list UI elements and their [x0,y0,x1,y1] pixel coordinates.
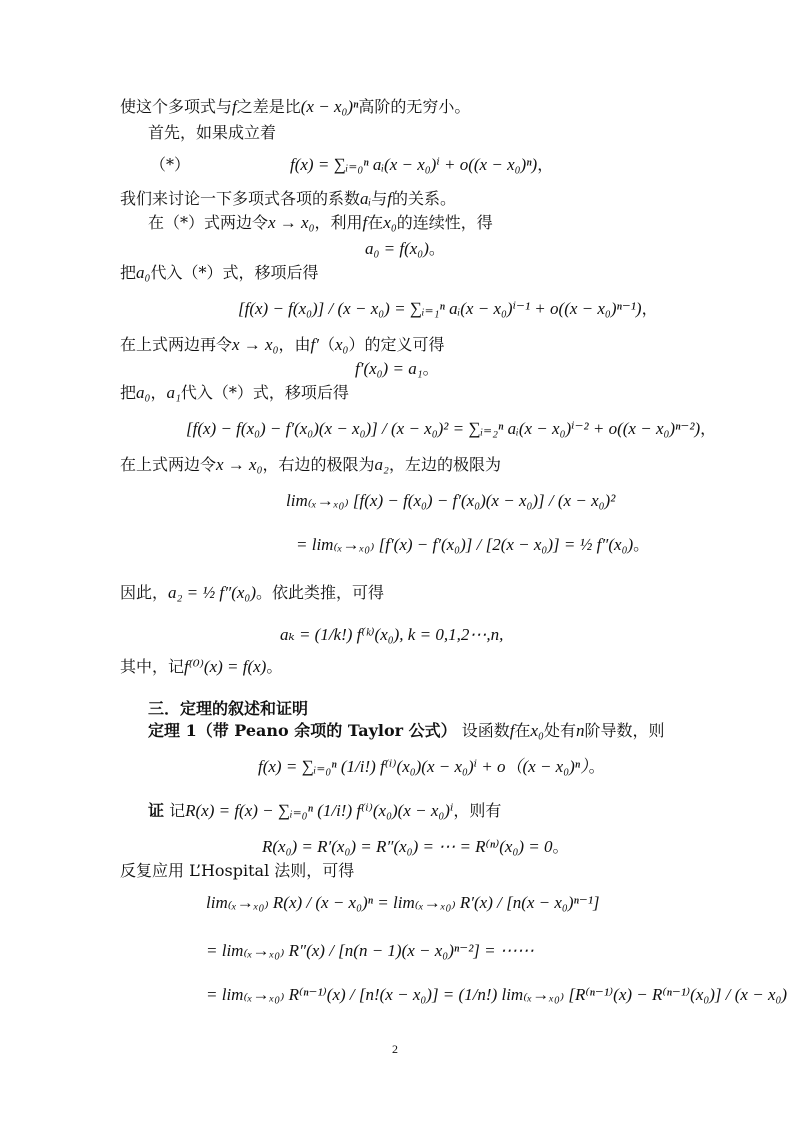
text-span: ， [700,419,717,438]
text-line [148,122,276,144]
text-span: ，则有 [453,801,502,820]
text-span: ，由 [278,335,311,354]
text-span: 设函数 [456,721,510,740]
math-expression: x → x₀ [232,335,279,354]
text-span: 首先，如果成立着 [148,123,277,142]
equation [238,298,658,320]
text-line [120,334,445,356]
page-number: 2 [392,1042,398,1056]
text-line [120,96,470,118]
text-span: 之差是比 [236,97,301,116]
equation [286,490,615,512]
text-span: 。 [633,535,650,554]
math-expression: x → x₀ [268,213,315,232]
math-expression: R(x₀) = R′(x₀) = R″(x₀) = ⋯ = R⁽ⁿ⁾(x₀) = 0 [262,837,553,856]
math-expression: f [232,97,237,116]
equation [355,358,439,380]
text-span: 记 [164,801,186,820]
text-span: 我们来讨论一下多项式各项的系数 [120,189,361,208]
math-expression: lim₍ₓ→ₓ₀₎ [f(x) − f(x₀) − f′(x₀)(x − x₀)] / (x − x₀)² [286,491,616,510]
math-expression: = lim₍ₓ→ₓ₀₎ [f′(x) − f′(x₀)] / [2(x − x₀)] = ½ f″(x₀) [296,535,634,554]
equation [258,756,605,778]
text-span: 在（*）式两边令 [148,213,269,232]
text-span: 的关系。 [391,189,456,208]
equation [365,238,445,260]
text-span: （ [319,335,336,354]
math-expression: a₂ = ½ f″(x₀) [168,583,256,602]
text-span: 。 [422,359,439,378]
math-expression: f′(x₀) = a₁ [355,359,423,378]
math-expression: f(x) = ∑ᵢ₌₀ⁿ aᵢ(x − x₀)ⁱ + o((x − x₀)ⁿ) [290,155,538,174]
text-span: 因此， [120,583,169,602]
equation [206,892,600,914]
math-expression: = lim₍ₓ→ₓ₀₎ R⁽ⁿ⁻¹⁾(x) / [n!(x − x₀)] = (1/n!) lim₍ₓ→ₓ₀₎ [R⁽ⁿ⁻¹⁾(x) − R⁽ⁿ⁻¹⁾(x₀)] / (x − x₀) [206,985,788,1004]
text-span: 把 [120,383,137,402]
math-expression: x₀ [383,213,397,232]
text-span: 使这个多项式与 [120,97,233,116]
text-span: 。依此类推，可得 [255,583,384,602]
bold-text: 定理 1（带 Peano 余项的 Taylor 公式） [148,721,457,740]
text-line [120,382,349,404]
bold-text: 证 [148,801,165,820]
text-span: ， [641,299,658,318]
math-expression: f(x) = ∑ᵢ₌₀ⁿ (1/i!) f⁽ⁱ⁾(x₀)(x − x₀)ⁱ + o（(x − x₀)ⁿ） [258,757,589,776]
text-span: 代入（*）式，移项后得 [150,263,319,282]
text-span: 。 [428,239,445,258]
math-expression: n [576,721,585,740]
proof-line [148,800,501,822]
text-line [120,860,354,882]
text-span: 。 [552,837,569,856]
text-line [120,656,282,678]
math-expression: x₀ [335,335,349,354]
text-span: 其中，记 [120,657,185,676]
math-expression: [f(x) − f(x₀)] / (x − x₀) = ∑ᵢ₌₁ⁿ aᵢ(x − x₀)ⁱ⁻¹ + o((x − x₀)ⁿ⁻¹) [238,299,642,318]
text-span: 处有 [543,721,576,740]
math-expression: a₀ [136,263,151,282]
equation [262,836,569,858]
equation [290,154,553,176]
math-expression: f [509,721,515,740]
math-expression: lim₍ₓ→ₓ₀₎ R(x) / (x − x₀)ⁿ = lim₍ₓ→ₓ₀₎ R′(x) / [n(x − x₀)ⁿ⁻¹] [206,893,600,912]
text-span: （*） [150,155,191,174]
math-expression: x₀ [530,721,544,740]
text-span: 高阶的无穷小。 [358,97,471,116]
math-expression: x → x₀ [216,455,263,474]
text-line [120,454,501,476]
text-span: 。 [266,657,283,676]
text-span: ，左边的极限为 [388,455,501,474]
math-expression: f [387,189,392,208]
math-expression: a₂ [374,455,389,474]
math-expression: = lim₍ₓ→ₓ₀₎ R″(x) / [n(n − 1)(x − x₀)ⁿ⁻²] = ⋯⋯ [206,941,534,960]
math-expression: f [362,213,368,232]
math-expression: a₀ [136,383,151,402]
text-span: 代入（*）式，移项后得 [180,383,349,402]
text-span: 与 [371,189,388,208]
text-span: 把 [120,263,137,282]
text-span: 在 [367,213,384,232]
math-expression: aₖ = (1/k!) f⁽ᵏ⁾(x₀), k = 0,1,2⋯,n, [280,625,504,644]
text-line [148,212,493,234]
text-line [120,262,318,284]
text-span: 的连续性，得 [396,213,493,232]
section-heading [148,698,308,720]
math-expression: a₁ [166,383,181,402]
math-expression: aᵢ [360,189,372,208]
text-span: 阶导数，则 [584,721,665,740]
text-span: ，利用 [314,213,363,232]
text-line [120,582,384,604]
text-span: ， [150,383,167,402]
equation [280,624,503,646]
text-span: 反复应用 L’Hospital 法则，可得 [120,861,355,880]
equation-label [150,154,190,176]
equation [296,534,649,556]
text-span: ，右边的极限为 [262,455,375,474]
bold-text: 三．定理的叙述和证明 [148,699,309,718]
math-expression: (x − x₀)ⁿ [300,97,359,116]
equation [206,984,787,1006]
text-span: 。 [588,757,605,776]
math-expression: [f(x) − f(x₀) − f′(x₀)(x − x₀)] / (x − x₀)² = ∑ᵢ₌₂ⁿ aᵢ(x − x₀)ⁱ⁻² + o((x − x₀)ⁿ⁻²) [186,419,701,438]
math-expression: f⁽⁰⁾(x) = f(x) [184,657,267,676]
text-span: 在上式两边令 [120,455,217,474]
text-span: 在 [514,721,531,740]
math-expression: a₀ = f(x₀) [365,239,429,258]
text-span: 在上式两边再令 [120,335,233,354]
theorem-statement [148,720,665,742]
math-expression: f′ [310,335,319,354]
math-expression: R(x) = f(x) − ∑ᵢ₌₀ⁿ (1/i!) f⁽ⁱ⁾(x₀)(x − x₀)ⁱ [185,801,454,820]
equation [186,418,716,440]
text-line [120,188,456,210]
text-span: ）的定义可得 [348,335,445,354]
text-span: ， [537,155,554,174]
equation [206,940,534,962]
